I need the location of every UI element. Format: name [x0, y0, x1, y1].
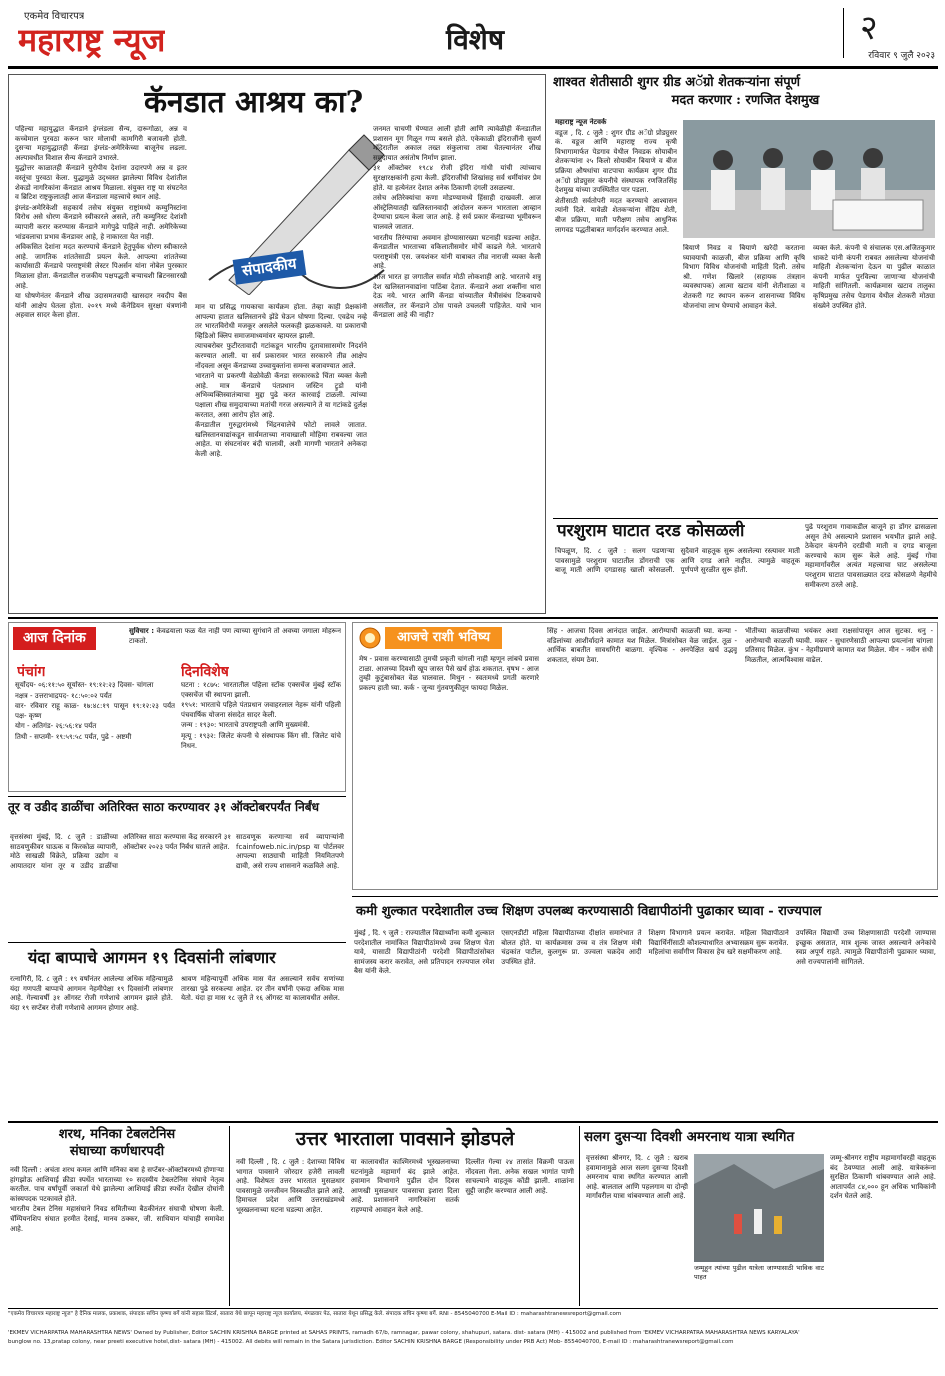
sugar-col2	[683, 244, 805, 510]
editorial-para: तसेच अतिरेक्यांचा कणा मोडण्यामध्ये हिंसाही दाखवली. आज ऑस्ट्रेलियातही खलिस्तानवादी आंदोलन करून भारताला आव्हान देण्याचा प्रयत्न केला जात आहे. हे सर्व प्रकार कॅनडाच्या भूमीवरून चालवले जातात.	[373, 194, 541, 231]
footer-line-address: bunglow no. 13,pratap colony, near preeti executive hotel,dist- satara (MH) - 415002. All debits will remain in the Satara jurisdiction. Editor SACHIN KRISHNA BARGE (Responsibility under PRB Act) Mob- 8554040700, E-mail ID : maharashtranewsreport@gmail.com	[8, 1339, 734, 1345]
suvichar-label: सुविचार :	[129, 627, 155, 635]
table-tennis-para: नवी दिल्ली : अचंता शरथ कमल आणि मनिका बत्रा हे सप्टेंबर-ऑक्टोबरमध्ये होणाऱ्या हांगझोऊ आशियाई क्रीडा स्पर्धेत भारताच्या १० सदस्यीय टेबलटेनिस संघाचे नेतृत्व करतील. पाच वर्षांपूर्वी जकार्ता येथे झालेल्या आशियाई क्रीडा स्पर्धेत देखील दोघांनी कांस्यपदक पटकावले होते.	[10, 1166, 224, 1203]
masthead-tagline: एकमेव विचारपत्र	[24, 11, 85, 22]
panchang-line: योग - अतिगंड- २६:५६:१४ पर्यंत	[15, 722, 97, 731]
panchang-line: वार- रविवार राहू काळ- १७:४८:१९ पासून १९:१२:२३ पर्यंत पक्ष- कृष्ण	[15, 702, 175, 720]
editorial-box	[8, 74, 546, 614]
sugar-byline: महाराष्ट्र न्यूज नेटवर्क	[555, 118, 607, 126]
rain-article	[234, 1126, 576, 1306]
amarnath-col3	[830, 1154, 936, 1304]
section-label: विशेष	[445, 23, 505, 56]
suvichar-text: केवढयाला फळ येत नाही पण त्याच्या सुगंधाने तो अवघ्या जगाला मोहरून टाकतो.	[129, 627, 341, 645]
rain-para: या कालावधीत काश्मिरमध्ये भूस्खलनाच्या घटनांमुळे महामार्ग बंद झाले आहेत. हवामान विभागाने पुढील दोन दिवस आणखी मुसळधार पावसाचा इशारा दिला आहे. प्रशासनाने नागरिकांना सतर्क राहण्याचे आवाहन केले आहे.	[350, 1158, 460, 1214]
rashi-col2	[547, 627, 737, 887]
sugar-para: शेतीसाठी सर्वतोपरी मदत करण्याचे आश्वासन त्यांनी दिले. यावेळी शेतकऱ्यांना सेंद्रिय शेती, बीज प्रक्रिया, माती परीक्षण तसेच आधुनिक लागवड पद्धतीबाबत मार्गदर्शन करण्यात आले.	[555, 196, 677, 234]
education-para: मुंबई , दि. ९ जुलै : राज्यातील विद्यार्थ्यांना कमी शुल्कात परदेशातील नामांकित विद्यापीठांमध्ये उच्च शिक्षण घेता यावे, यासाठी विद्यापीठांनी परदेशी विद्यापीठांसोबत सामंजस्य करार करावेत, असे प्रतिपादन राज्यपाल रमेश बैस यांनी केले.	[354, 929, 495, 976]
table-tennis-headline-2: संघाच्या कर्णधारपदी	[69, 1144, 165, 1159]
footer-line-english: 'EKMEV VICHARPATRA MAHARASHTRA NEWS' Owned by Publisher, Editor SACHIN KRISHNA BARGE printed at SAHAS PRINTS, ramadh 67/b, ramnagar, pawar colony, shahupuri, satara. dist- satara (MH) - 415002 and published from 'EKMEV VICHARPATRA MAHARASHTRA NEWS KARYALAYA'	[8, 1330, 800, 1336]
masthead-vertical-rule	[843, 8, 844, 58]
amarnath-caption: जम्मूहून त्यांच्या पुढील यात्रेला जाण्यासाठी भाविक वाट पाहत	[694, 1264, 824, 1281]
education-text	[354, 929, 936, 1115]
bappa-para: रत्नागिरी, दि. ८ जुलै : १९ वर्षांनंतर आलेल्या अधिक महिन्यामुळे यंदा गणपती बाप्पाचे आगमन नेहमीपेक्षा १९ दिवसांनी लांबणार आहे. गेल्यावर्षी ३१ ऑगस्ट रोजी गणेशाचे आगमन झाले होते. यंदा १९ सप्टेंबर रोजी गणेशाचे आगमन होणार आहे.	[10, 975, 173, 1012]
column-rule	[229, 1126, 230, 1306]
education-article	[352, 896, 938, 1118]
amarnath-col1	[586, 1154, 688, 1304]
rain-text	[236, 1158, 574, 1304]
education-para: शिक्षण विभागाने प्रयत्न करावेत. महिला विद्यापीठाने विद्यार्थिनींसाठी कौशल्याधारित अभ्यासक्रम सुरू करावेत. महिलांचा सर्वांगीण विकास हेच खरे सक्षमीकरण आहे.	[648, 929, 789, 957]
rashi-text: सिंह - आजचा दिवस आनंदात जाईल. आरोग्याची काळजी घ्या. कन्या - वडिलांच्या आशीर्वादाने कामात यश मिळेल. मित्रांसोबत वेळ जाईल. तूळ - आर्थिक बाबतीत सावधगिरी बाळगा. वृश्चिक - अनपेक्षित खर्च उद्भवू शकतात, संयम ठेवा.	[547, 627, 737, 664]
masthead-rule	[8, 66, 938, 69]
urad-article	[8, 796, 346, 938]
editorial-para: युद्धोत्तर काळातही कॅनडाने युरोपीय देशांना उदारपणे अन्न व इतर वस्तूंचा पुरवठा केला. युद्धामुळे उद्ध्वस्त झालेल्या विविध देशांतील शेकडो नागरिकांना कॅनडात आश्रय मिळाला. संयुक्त राष्ट्र या संघटनेत व ब्रिटिश राष्ट्रकुलातही आज कॅनडाला महत्त्वाचे स्थान आहे.	[15, 164, 187, 202]
urad-text	[10, 833, 344, 937]
urad-headline: तूर व उडीद डाळींचा अतिरिक्त साठा करण्यावर ३१ ऑक्टोबरपर्यंत निर्बंध	[8, 800, 319, 814]
page-number: २	[860, 8, 878, 48]
amarnath-photo	[694, 1154, 824, 1262]
bappa-text	[10, 975, 344, 1115]
aaj-dinank-box	[8, 622, 346, 792]
rashi-col1	[359, 655, 539, 887]
amarnath-headline: सलग दुसऱ्या दिवशी अमरनाथ यात्रा स्थगित	[584, 1129, 795, 1145]
sugar-headline-2: मदत करणार : रणजित देशमुख	[671, 93, 820, 108]
panchang-line: सूर्योदय- ०६:११:५० सूर्यास्त- १९:१२:२३ दिवस- चांगला	[15, 681, 154, 689]
editorial-para: ३१ ऑक्टोबर १९८४ रोजी इंदिरा गांधी यांची त्यांच्याच सुरक्षारक्षकांनी हत्या केली. इंदिराजींची शिखांसह सर्व धर्मीयांवर प्रेम होते. या हत्येनंतर देशात अनेक ठिकाणी दंगली उसळल्या.	[373, 164, 541, 192]
sugar-article	[553, 74, 938, 514]
dinvishesh-line: घटना : १८७५: भारतातील पहिला स्टॉक एक्सचेंज मुंबई स्टॉक एक्सचेंज ची स्थापना झाली.	[181, 681, 341, 699]
sugar-col3	[813, 244, 935, 510]
table-tennis-headline-1: शरथ, मनिका टेबलटेनिस	[58, 1127, 176, 1142]
parshuram-text-right	[805, 523, 937, 613]
sugar-headline-1: शाश्वत शेतीसाठी शुगर ग्रीड अॅग्रो शेतकऱ्यांना संपूर्ण	[553, 75, 801, 90]
editorial-pen-illustration	[199, 130, 389, 295]
section-divider	[8, 617, 938, 619]
parshuram-article	[553, 518, 938, 614]
column-rule	[579, 1126, 580, 1306]
footer-rule	[8, 1308, 938, 1309]
parshuram-headline: परशुराम घाटात दरड कोसळली	[557, 521, 745, 541]
rain-para: दिल्लीत गेल्या २४ तासांत विक्रमी पाऊस नोंदवला गेला. अनेक सखल भागांत पाणी साचल्याने वाहतूक कोंडी झाली. शाळांना सुट्टी जाहीर करण्यात आली आहे.	[465, 1158, 574, 1195]
education-para: उपस्थित विद्यार्थी उच्च शिक्षणासाठी परदेशी जाण्यास इच्छुक असतात, मात्र शुल्क जास्त असल्याने अनेकांचे स्वप्न अपूर्ण राहते. त्यामुळे विद्यापीठांनी पुढाकार घ्यावा, असे राज्यपालांनी सांगितले.	[795, 929, 936, 966]
section-divider	[8, 1121, 938, 1123]
bappa-article	[8, 942, 346, 1118]
issue-date: रविवार ९ जुलै २०२३	[868, 51, 935, 61]
parshuram-para: पुढे परशुराम गावाकडील बाजूने हा डोंगर ढासळला असून तेथे असल्याने प्रशासन भयभीत झाले आहे. ठेकेदार कंपनीने दरडीची माती व दगड बाजूला करण्याचे काम सुरू केले आहे. मुंबई गोवा महामार्गावरील अत्यंत महत्त्वाचा घाट असलेल्या परशुराम घाटात पावसाळ्यात दरड कोसळणे नेहमीचे समीकरण ठरले आहे.	[805, 523, 937, 589]
editorial-col1	[15, 125, 187, 610]
rain-headline: उत्तर भारताला पावसाने झोडपले	[295, 1128, 515, 1150]
dinvishesh-line: १९५१: भारताचे पहिले पंतप्रधान जवाहरलाल नेहरू यांनी पहिली पंचवार्षिक योजना संसदेत सादर केली.	[181, 701, 341, 719]
parshuram-text-left	[555, 547, 800, 613]
suvichar	[129, 627, 341, 657]
sugar-para: वडूज , दि. ८ जुलै : शुगर ग्रीड अॅग्रो प्रोड्युसर कं. वडूज आणि महाराष्ट्र राज्य कृषी विभागामार्फत पेडगाव येथील निवडक सोयाबीन शेतकऱ्यांना २५ किलो सोयाबीन बियाणे व बीज प्रक्रिया औषधांचा वाटपाचा कार्यक्रम शुगर ग्रीड अॅग्रो प्रोड्युसर कंपनीचे संस्थापक रणजितसिंह देशमुख यांच्या उपस्थितीत पार पडला.	[555, 128, 677, 195]
masthead	[0, 0, 945, 70]
urad-para: साठवणूक करणाऱ्या सर्व व्यापाऱ्यांनी fcainfoweb.nic.in/psp या पोर्टलवर आपल्या साठ्याची माहिती नियमितपणे द्यावी, असे राज्य शासनाने कळविले आहे.	[236, 833, 344, 870]
rashi-col3	[745, 627, 933, 887]
footer	[8, 1310, 938, 1370]
aaj-dinank-title: आज दिनांक	[13, 627, 96, 650]
editorial-headline: कॅनडात आश्रय का?	[144, 85, 364, 120]
editorial-para: आज भारत हा जगातील सर्वात मोठी लोकशाही आहे. भारताचे शत्रू देश खलिस्तानवाद्यांना पाठिंबा देतात. कॅनडाने अशा शक्तींना थारा देऊ नये. भारत आणि कॅनडा यांच्यातील मैत्रीसंबंध टिकवायचे असतील, तर कॅनडाने ठोस पावले उचलली पाहिजेत. याचे भान कॅनडाला आहे की नाही?	[373, 272, 541, 320]
table-tennis-article	[8, 1126, 226, 1306]
dinvishesh-line: जन्म : १९३०: भारताचे उपराष्ट्रपती आणि मुख्यमंत्री.	[181, 721, 310, 730]
bappa-headline: यंदा बाप्पाचे आगमन १९ दिवसांनी लांबणार	[28, 948, 276, 967]
parshuram-para: चिपळूण, दि. ८ जुलै : सलग पडणाऱ्या पावसामुळे परशुराम घाटातील डोंगराची एक बाजू माती आणि दगडासह खाली कोसळली. सुदैवाने वाहतूक सुरू असलेल्या रस्त्यावर माती आणि दगड आले नाहीत. त्यामुळे वाहतूक पूर्णपणे सुरळीत सुरू होती.	[555, 547, 800, 575]
amarnath-article	[584, 1126, 938, 1306]
editorial-para: जनमत चाचणी घेण्यात आली होती आणि त्यावेळीही कॅनडातील प्रशासन मूग गिळून गप्प बसले होते. एकेकाळी इंदिराजींनी सुवर्ण मंदिरातील अकाल तख्त संकुलाचा ताबा घेतल्यानंतर शीख समुदायात असंतोष निर्माण झाला.	[373, 125, 541, 162]
dinvishesh-title: दिनविशेष	[181, 664, 229, 680]
education-headline: कमी शुल्कात परदेशातील उच्च शिक्षण उपलब्ध करण्यासाठी विद्यापीठांनी पुढाकार घ्यावा - राज्यपाल	[356, 904, 822, 919]
bappa-para: श्रावण महिन्यापूर्वी अधिक मास येत असल्याने सर्वच सणांच्या तारखा पुढे सरकल्या आहेत. दर तीन वर्षांनी एकदा अधिक मास येतो. यंदा हा मास १८ जुलै ते १६ ऑगस्ट या कालावधीत असेल.	[181, 975, 344, 1003]
rashi-title: आजचे राशी भविष्य	[385, 627, 502, 649]
panchang-list	[15, 681, 175, 789]
editorial-stamp: संपादकीय	[233, 250, 306, 284]
editorial-para: मान या प्रसिद्ध गायकाचा कार्यक्रम होता. तेव्हा काही प्रेक्षकांनी आपल्या हातात खलिस्तानचे झेंडे घेऊन घोषणा दिल्या. एवढेच नव्हे तर भारतविरोधी मजकूर असलेले फलकही झळकावले. या प्रकाराची व्हिडिओ क्लिप समाजमाध्यमांवर व्हायरल झाली.	[195, 303, 367, 340]
table-tennis-para: भारतीय टेबल टेनिस महासंघाने निवड समितीच्या बैठकीनंतर संघाची घोषणा केली. चॅम्पियनशिप संघात हरमीत देसाई, मानव ठक्कर, जी. साथियान यांचाही समावेश आहे.	[10, 1205, 224, 1233]
education-para: एसएनडीटी महिला विद्यापीठाच्या दीक्षांत समारंभात ते बोलत होते. या कार्यक्रमास उच्च व तंत्र शिक्षण मंत्री चंद्रकांत पाटील, कुलगुरू प्रा. उज्वला चक्रदेव आदी उपस्थित होते.	[501, 929, 642, 966]
rashi-text: मेष - प्रवास करण्यासाठी तुमची प्रकृती चांगली नाही म्हणून लांबचे प्रवास टाळा. आजच्या दिवशी खूप जास्त पैसे खर्च होऊ शकतात. वृषभ - आज तुम्ही कुटुंबासोबत वेळ घालवाल. मिथुन - स्वतःमध्ये प्रगती करणारे प्रकल्प हाती घ्या. कर्क - जुन्या गुंतवणुकीतून फायदा मिळेल.	[359, 655, 539, 692]
table-tennis-text	[10, 1166, 224, 1304]
panchang-title: पंचांग	[17, 664, 46, 680]
sugar-col1	[555, 118, 677, 510]
amarnath-para: वृत्तसंस्था श्रीनगर, दि. ८ जुलै : खराब हवामानामुळे आज सलग दुसऱ्या दिवशी अमरनाथ यात्रा स्थगित करण्यात आली आहे. बालताल आणि पहलगाम या दोन्ही मार्गांवरील यात्रा थांबवण्यात आली आहे.	[586, 1154, 688, 1201]
rashi-text: भीतीच्या काळजीच्या भयंकर अशा राक्षसांपासून आज सुटका. धनु - आरोग्याची काळजी घ्यावी. मकर - सुधारणेसाठी आपल्या प्रयत्नांना चांगला प्रतिसाद मिळेल. कुंभ - नेहमीप्रमाणे कामात यश मिळेल. मीन - नवीन संधी मिळतील, आत्मविश्वास वाढेल.	[745, 627, 933, 664]
editorial-para: भारताने या प्रकरणी वेळोवेळी कॅनडा सरकारकडे चिंता व्यक्त केली आहे. मात्र कॅनडाचे पंतप्रधान जस्टिन ट्रुडो यांनी अभिव्यक्तिस्वातंत्र्याचा मुद्दा पुढे करत कारवाई टाळली. त्यांच्या पक्षाला शीख समुदायाच्या मतांची गरज असल्याने ते या गटांकडे दुर्लक्ष करतात, असा आरोप होत आहे.	[195, 372, 367, 419]
dinvishesh-list	[181, 681, 341, 789]
rashi-box	[352, 622, 938, 890]
editorial-para: इंग्लंड-अमेरिकेशी सहकार्य तसेच संयुक्त राष्ट्रांमध्ये कम्युनिस्टांना विरोध असे धोरण कॅनडाने स्वीकारले असले, तरी कम्युनिस्ट देशांशी व्यापारी करार करण्यास कॅनडाने मागेपुढे पाहिले नाही. अमेरिकेच्या भांडवलाचा प्रभाव कॅनडावर आहे, हे नाकारता येत नाही.	[15, 203, 187, 241]
masthead-title: महाराष्ट्र न्यूज	[18, 21, 166, 59]
editorial-para: या घोषणेनंतर कॅनडाने शीख उदासमतवादी खासदार नवदीप बैंस यांनी आक्षेप घेतला होता. २०१९ मध्ये कॅनेडियन सुरक्षा यंत्रणांनी अहवाल सादर केला होता.	[15, 292, 187, 320]
editorial-col3	[373, 125, 541, 610]
dinvishesh-line: मृत्यू : १९३२: जिलेट कंपनी चे संस्थापक किंग सी. जिलेट यांचे निधन.	[181, 731, 341, 750]
urad-para: वृत्तसंस्था मुंबई, दि. ८ जुलै : डाळींच्या साठवणुकीवर घाऊक व किरकोळ व्यापारी, मोठे साखळी विक्रेते, प्रक्रिया उद्योग व आयातदार यांना तूर व उडीद डाळींचा अतिरिक्त साठा करण्यास केंद्र सरकारने ३१ ऑक्टोबर २०२३ पर्यंत निर्बंध घातले आहेत.	[10, 833, 231, 870]
editorial-col2	[195, 303, 367, 608]
editorial-para: भारतीय तिरंग्याचा अवमान होण्यासारख्या घटनाही घडल्या आहेत. कॅनडातील भारताच्या वकिलातीसमोर मोर्चे काढले गेले. भारताचे परराष्ट्रमंत्री एस. जयशंकर यांनी याबाबत तीव्र नाराजी व्यक्त केली आहे.	[373, 233, 541, 271]
amarnath-para: जम्मू-श्रीनगर राष्ट्रीय महामार्गावरही वाहतूक बंद ठेवण्यात आली आहे. यात्रेकरूंना सुरक्षित ठिकाणी थांबवण्यात आले आहे. आतापर्यंत ८४,००० हून अधिक भाविकांनी दर्शन घेतले आहे.	[830, 1154, 936, 1201]
panchang-line: नक्षत्र - उत्तराभाद्रपद- १८:५०:०२ पर्यंत	[15, 691, 112, 700]
sugar-photo	[683, 120, 935, 238]
rain-para: नवी दिल्ली , दि. ८ जुलै : देशाच्या विविध भागात पावसाने जोरदार हजेरी लावली आहे. विशेषतः उत्तर भारतात मुसळधार पावसामुळे जनजीवन विस्कळीत झाले आहे. हिमाचल प्रदेश आणि उत्तराखंडमध्ये भूस्खलनाच्या घटना घडल्या आहेत.	[236, 1158, 345, 1214]
rashi-sun-icon	[359, 627, 381, 649]
editorial-para: त्याचबरोबर फुटीरतावादी गटांकडून भारतीय दूतावासासमोर निदर्शने करण्यात आली. या सर्व प्रकारावर भारत सरकारने तीव्र आक्षेप नोंदवला असून कॅनडाच्या उच्चायुक्तांना समन्स बजावण्यात आले.	[195, 342, 367, 370]
editorial-para: पहिल्या महायुद्धात कॅनडाने इंग्लंडला सैन्य, दारूगोळा, अन्न व कच्चेमाल पुरवठा करून फार मोलाची कामगिरी बजावली होती. दुसऱ्या महायुद्धातही कॅनडा इंग्लंड-अमेरिकेच्या बाजूनेच लढला. अल्पावधीत विशाल सैन्य कॅनडाने उभारले.	[15, 125, 187, 162]
sugar-para: व्यक्त केले. कंपनी चे संचालक एस.अजितकुमार धाकटे यांनी कंपनी राबवत असलेल्या योजनांची माहिती शेतकऱ्यांना देऊन या पुढील काळात कंपनी मार्फत पुरविल्या जाणाऱ्या योजनांची माहिती सांगितली. कार्यक्रमास खटाव तालुका कृषिप्रमुख तसेच पेडगाव येथील शेतकरी मोठ्या संख्येने उपस्थित होते.	[813, 244, 935, 310]
sugar-para: बियाणे निवड व बियाणे खरेदी करताना घ्यावयाची काळजी, बीज प्रक्रिया आणि कृषि विभाग विविध योजनांची माहिती दिली. तसेच श्री. गणेश खिलारे (सहायक तंत्रज्ञान व्यवस्थापक) आत्मा खटाव यांनी शेतीशाळा व शेतकरी गट स्थापन करून शासनाच्या विविध योजनांचा लाभ घेण्याचे आवाहन केले.	[683, 244, 805, 310]
footer-line-marathi: "एकमेव विचारपत्र महाराष्ट्र न्यूज" हे दैनिक मालक, प्रकाशक, संपादक सचिन कृष्णा बर्गे यांनी सहास प्रिंटर्स, सातारा येथे छापून महाराष्ट्र न्यूज कार्यालय, मंगळवार पेठ, सातारा येथून प्रसिद्ध केले. संपादक सचिन कृष्णा बर्गे. RNI - 8545040700 E-Mail ID : maharashtranewsreport@gmail.com	[8, 1311, 622, 1317]
editorial-para: अविकसित देशांना मदत करण्याचे कॅनडाने हेतुपूर्वक धोरण स्वीकारले आहे. जागतिक शांततेसाठी प्रयत्न केले. आपल्या शांततेच्या कार्यासाठी कॅनडाचे परराष्ट्रमंत्री लेस्टर पिअर्सन यांना नोबेल पुरस्कार मिळाला होता. कॅनडातील राजकीय पक्षपद्धती बऱ्याचशी ब्रिटनसारखी आहे.	[15, 243, 187, 290]
panchang-line: तिथी - सप्तमी- १९:५९:५८ पर्यंत, पुढे - अष्टमी	[15, 732, 132, 741]
editorial-para: कॅनडातील गुरुद्वारांमध्ये भिंद्रनवालेचे फोटो लावले जातात. खलिस्तानवाद्यांकडून सार्वमताच्या नावाखाली मोहिमा राबवल्या जात आहेत. या संघटनांवर बंदी घालावी, अशी मागणी भारताने अनेकदा केली आहे.	[195, 421, 367, 458]
